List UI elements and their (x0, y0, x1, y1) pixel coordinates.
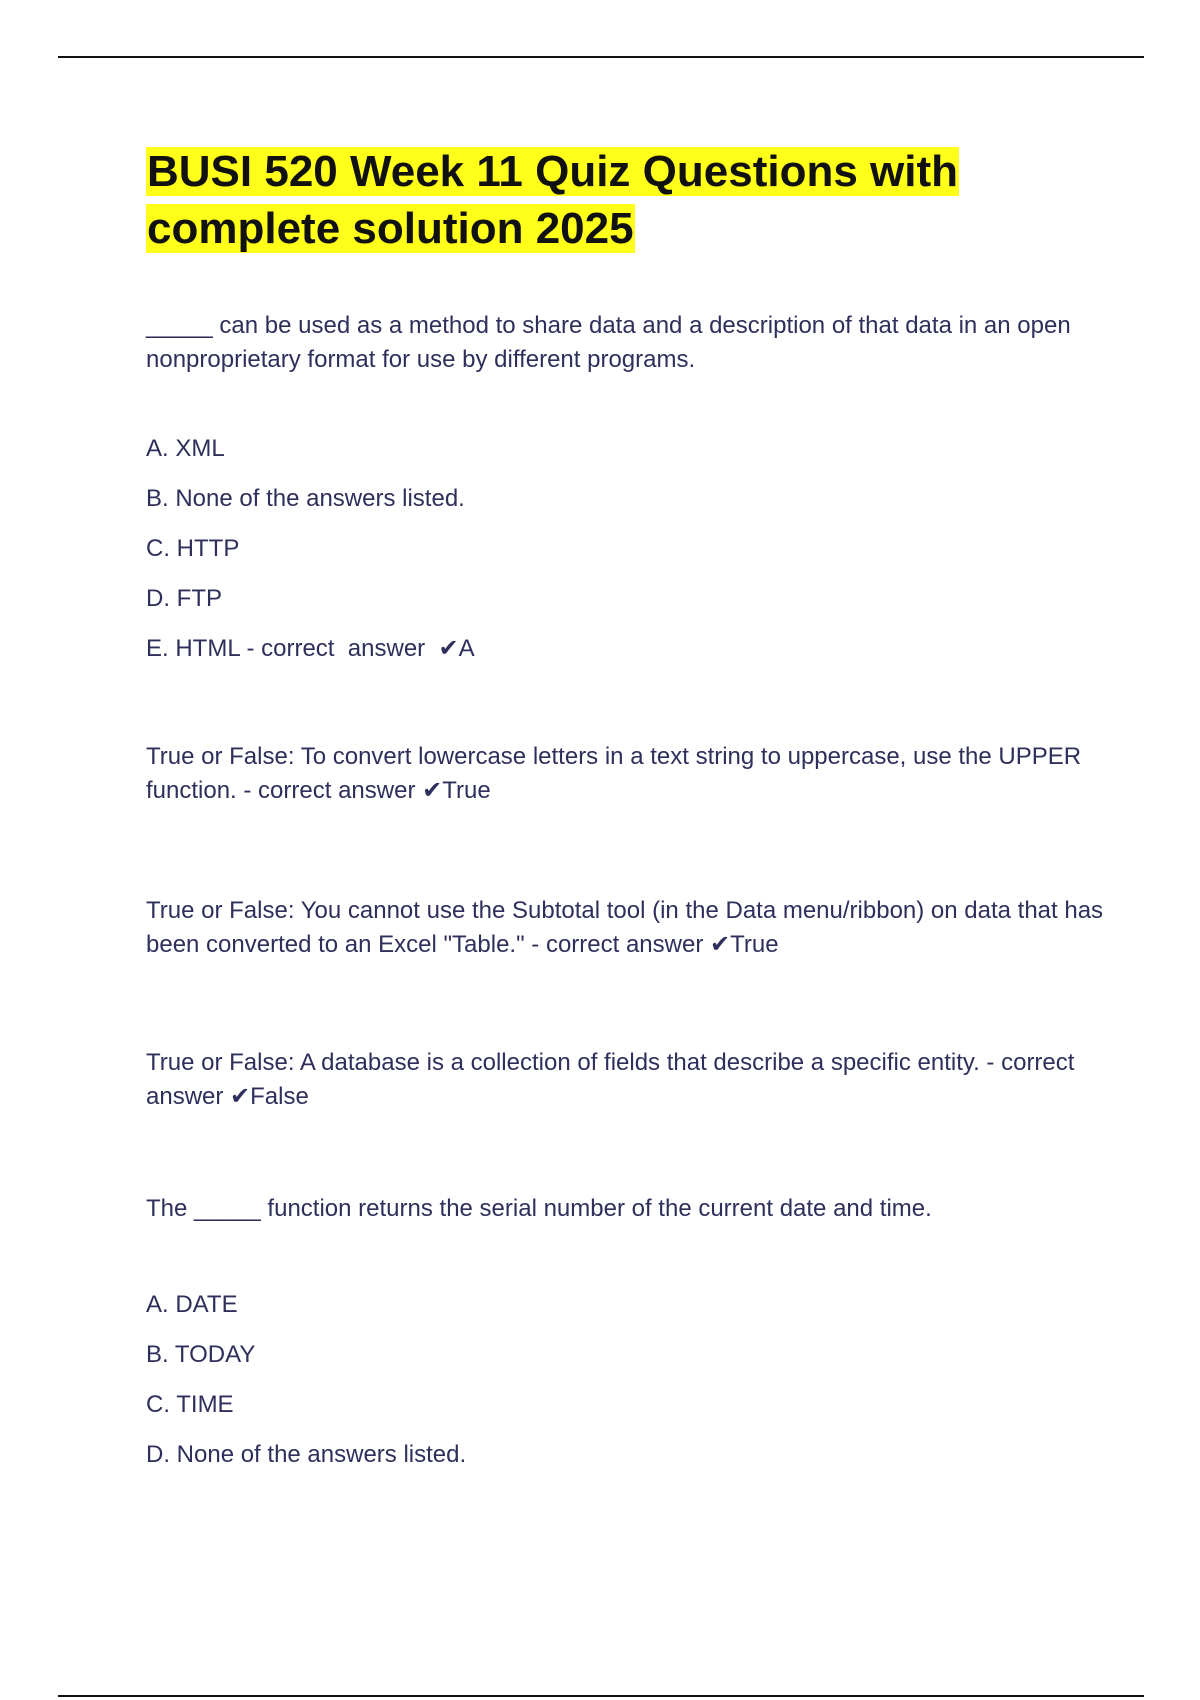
question-3 (146, 894, 1106, 962)
question-text: True or False: To convert lowercase letters in a text string to uppercase, use the UPPER function. - correct answer ✔True (146, 743, 1082, 804)
header-rule (58, 56, 1144, 58)
question-text: The _____ function returns the serial number of the current date and time. (146, 1195, 932, 1222)
question-text: True or False: You cannot use the Subtotal tool (in the Data menu/ribbon) on data that has been converted to an Excel "Table." - correct answer ✔True (146, 897, 1104, 958)
option-b: B. TODAY (146, 1341, 256, 1368)
option-b: B. None of the answers listed. (146, 485, 465, 512)
option-e-with-answer: E. HTML - correct answer ✔A (146, 635, 475, 662)
highlighted-title-text: BUSI 520 Week 11 Quiz Questions with complete solution 2025 (147, 147, 958, 253)
question-text: _____ can be used as a method to share data and a description of that data in an open nonproprietary format for use by different programs. (146, 312, 1071, 373)
option-d: D. FTP (146, 585, 222, 612)
question-1 (146, 309, 1106, 666)
question-2 (146, 740, 1106, 808)
answer-options (146, 432, 1106, 666)
option-a: A. XML (146, 435, 225, 462)
option-a: A. DATE (146, 1291, 238, 1318)
question-4 (146, 1046, 1106, 1114)
option-c: C. TIME (146, 1391, 234, 1418)
option-c: C. HTTP (146, 535, 240, 562)
document-title (146, 143, 1106, 257)
footer-rule (58, 1695, 1144, 1697)
document-body (146, 143, 1106, 1488)
question-5 (146, 1192, 1106, 1472)
question-text: True or False: A database is a collection of fields that describe a specific entity. - correct answer ✔False (146, 1049, 1075, 1110)
answer-options (146, 1288, 1106, 1472)
option-d: D. None of the answers listed. (146, 1441, 467, 1468)
